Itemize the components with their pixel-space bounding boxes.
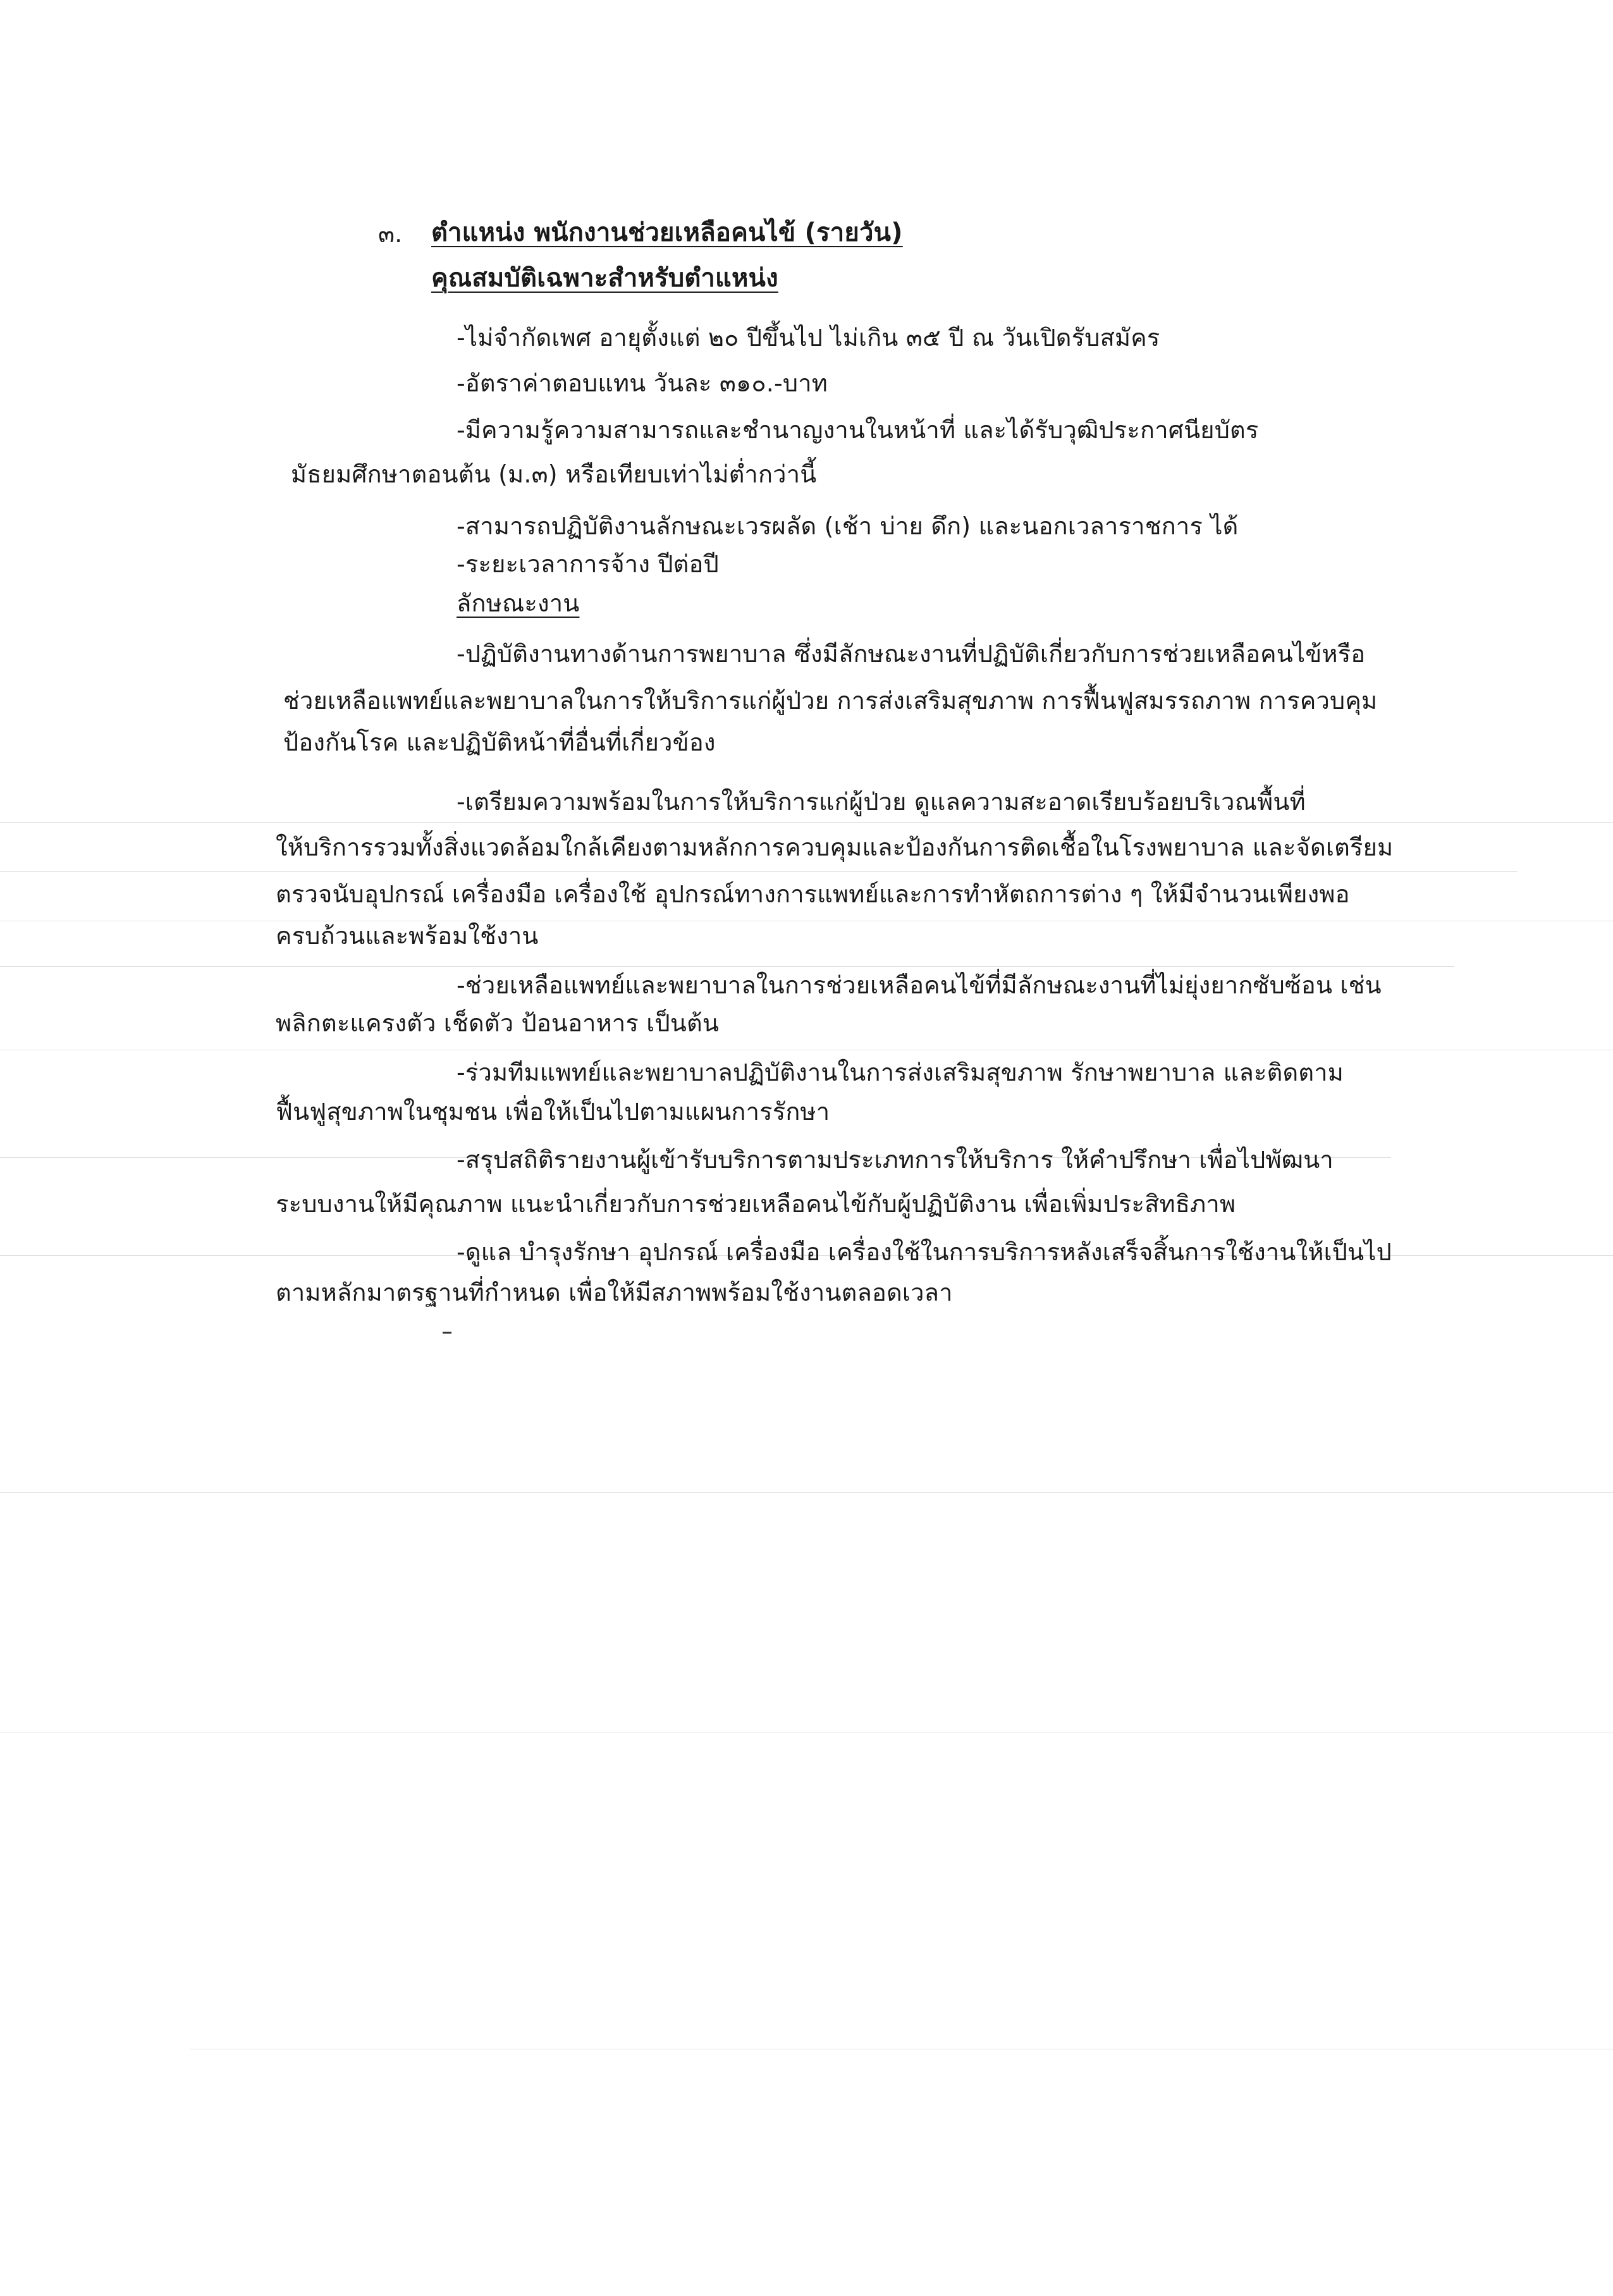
job-line: -ร่วมทีมแพทย์และพยาบาลปฏิบัติงานในการส่งเสริมสุขภาพ รักษาพยาบาล และติดตาม — [457, 1059, 1344, 1086]
job-line: ป้องกันโรค และปฏิบัติหน้าที่อื่นที่เกี่ยวข้อง — [283, 728, 716, 756]
position-title: ตำแหน่ง พนักงานช่วยเหลือคนไข้ (รายวัน) — [431, 218, 903, 247]
qualification-line: -อัตราค่าตอบแทน วันละ ๓๑๐.-บาท — [457, 369, 828, 397]
qualification-line: -มีความรู้ความสามารถและชำนาญงานในหน้าที่ และได้รับวุฒิประกาศนียบัตร — [457, 416, 1259, 444]
qualification-line: -สามารถปฏิบัติงานลักษณะเวรผลัด (เช้า บ่าย ดึก) และนอกเวลาราชการ ได้ — [457, 512, 1239, 540]
stray-dash-mark — [443, 1332, 451, 1334]
scan-artifact — [0, 871, 1518, 872]
qualification-line: -ไม่จำกัดเพศ อายุตั้งแต่ ๒๐ ปีขึ้นไป ไม่เกิน ๓๕ ปี ณ วันเปิดรับสมัคร — [457, 324, 1160, 352]
section-number: ๓. — [378, 220, 403, 248]
qualifications-heading: คุณสมบัติเฉพาะสำหรับตำแหน่ง — [431, 264, 778, 293]
job-line: ฟื้นฟูสุขภาพในชุมชน เพื่อให้เป็นไปตามแผนการรักษา — [276, 1098, 830, 1126]
job-line: ตามหลักมาตรฐานที่กำหนด เพื่อให้มีสภาพพร้อมใช้งานตลอดเวลา — [276, 1279, 953, 1306]
job-line: ช่วยเหลือแพทย์และพยาบาลในการให้บริการแก่ผู้ป่วย การส่งเสริมสุขภาพ การฟื้นฟูสมรรถภาพ การควบคุม — [283, 687, 1378, 715]
job-line: ตรวจนับอุปกรณ์ เครื่องมือ เครื่องใช้ อุปกรณ์ทางการแพทย์และการทำหัตถการต่าง ๆ ให้มีจำนวนเพียงพอ — [276, 880, 1350, 908]
qualification-line: -ระยะเวลาการจ้าง ปีต่อปี — [457, 550, 719, 578]
job-line: พลิกตะแครงตัว เช็ดตัว ป้อนอาหาร เป็นต้น — [276, 1009, 720, 1037]
scan-artifact — [0, 1492, 1613, 1493]
job-line: -ช่วยเหลือแพทย์และพยาบาลในการช่วยเหลือคนไข้ที่มีลักษณะงานที่ไม่ยุ่งยากซับซ้อน เช่น — [457, 971, 1382, 999]
job-line: -ปฏิบัติงานทางด้านการพยาบาล ซึ่งมีลักษณะงานที่ปฏิบัติเกี่ยวกับการช่วยเหลือคนไข้หรือ — [457, 640, 1366, 668]
job-line: ครบถ้วนและพร้อมใช้งาน — [276, 922, 539, 950]
job-line: ระบบงานให้มีคุณภาพ แนะนำเกี่ยวกับการช่วยเหลือคนไข้กับผู้ปฏิบัติงาน เพื่อเพิ่มประสิทธิภาพ — [276, 1190, 1236, 1218]
qualification-line: มัธยมศึกษาตอนต้น (ม.๓) หรือเทียบเท่าไม่ต่ำกว่านี้ — [291, 460, 817, 488]
scan-artifact — [0, 966, 1454, 967]
job-line: -เตรียมความพร้อมในการให้บริการแก่ผู้ป่วย ดูแลความสะอาดเรียบร้อยบริเวณพื้นที่ — [457, 788, 1306, 816]
job-line: -สรุปสถิติรายงานผู้เข้ารับบริการตามประเภทการให้บริการ ให้คำปรึกษา เพื่อไปพัฒนา — [457, 1146, 1334, 1174]
scan-artifact — [0, 822, 1613, 823]
job-line: -ดูแล บำรุงรักษา อุปกรณ์ เครื่องมือ เครื่องใช้ในการบริการหลังเสร็จสิ้นการใช้งานให้เป็นไป — [457, 1238, 1392, 1266]
job-line: ให้บริการรวมทั้งสิ่งแวดล้อมใกล้เคียงตามหลักการควบคุมและป้องกันการติดเชื้อในโรงพยาบาล และจัดเตรียม — [276, 833, 1394, 861]
job-heading: ลักษณะงาน — [457, 589, 580, 617]
